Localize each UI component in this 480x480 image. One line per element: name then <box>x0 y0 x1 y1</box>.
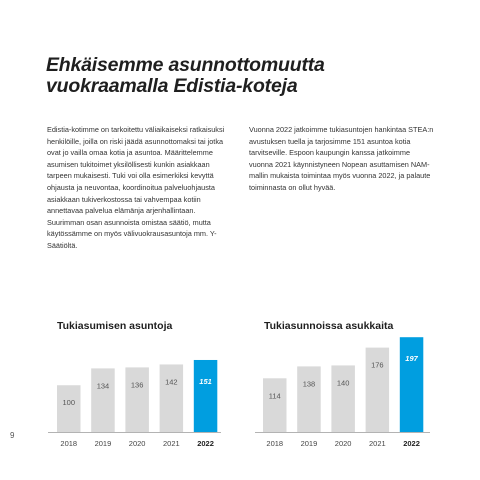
x-tick-label: 2018 <box>60 439 78 448</box>
page-number: 9 <box>10 431 15 440</box>
x-tick-label: 2022 <box>403 439 420 448</box>
x-tick-label: 2021 <box>369 439 386 448</box>
bar <box>297 366 321 432</box>
bar <box>160 364 184 432</box>
bar-value-label: 134 <box>96 381 110 391</box>
title-line-2: vuokraamalla Edistia-koteja <box>46 75 298 97</box>
bar-value-label: 140 <box>336 378 350 388</box>
bar <box>125 367 148 432</box>
bar-value-label: 136 <box>130 380 144 390</box>
bar-value-label: 197 <box>405 354 418 364</box>
bar-value-label: 151 <box>199 376 212 386</box>
chart-title-residents: Tukiasunnoissa asukkaita <box>264 320 394 332</box>
chart-title-housing: Tukiasumisen asuntoja <box>57 320 173 332</box>
bar <box>194 360 218 432</box>
bar <box>263 378 287 432</box>
x-tick-label: 2020 <box>334 439 352 448</box>
bar <box>57 385 81 432</box>
x-tick-label: 2020 <box>128 439 146 448</box>
x-tick-label: 2018 <box>266 439 284 448</box>
bar-value-label: 142 <box>165 377 178 387</box>
body-paragraph-left: Edistia-kotimme on tarkoitettu väliaikaiseksi ratkaisuksi henkilöille, joilla on riski jäädä asunnottomaksi tai jotka ovat jo vailla omaa kotia ja asuntoa. Määrittelemme asumisen tukitoimet yksilöllisesti kunkin asiakkaan tarpeen mukaisesti. Tuki voi olla esimerkiksi kevyttä ohjausta ja neuvontaa, koordinoitua palveluohjausta asiakkaan tukiverkostossa tai vahvempaa kotiin annettavaa palvelua elämänja arjenhallintaan. Suurimman osan asunnoista omistaa säätiö, mutta käytössämme on myös välivuokrausasuntoja mm. Y-Säätiöltä. <box>47 125 225 250</box>
bar-value-label: 114 <box>268 391 281 401</box>
title-line-1: Ehkäisemme asunnottomuutta <box>46 54 325 76</box>
bar <box>91 368 115 432</box>
x-tick-label: 2019 <box>94 439 112 448</box>
bar <box>331 365 355 432</box>
x-tick-label: 2022 <box>197 439 214 448</box>
x-tick-label: 2019 <box>300 439 318 448</box>
body-paragraph-right: Vuonna 2022 jatkoimme tukiasuntojen hankintaa STEA:n avustuksen tuella ja tarjosimme 151 asuntoa kotia tarvitseville. Espoon kaupungin kanssa jatkoimme vuonna 2021 käynnistyneen Nopean asuttamisen NAM-mallin mukaista toimintaa myös vuonna 2022, ja palaute toiminnasta on ollut hyvää. <box>249 125 434 192</box>
bar-value-label: 176 <box>371 360 384 370</box>
bar-value-label: 100 <box>62 398 76 408</box>
x-tick-label: 2021 <box>163 439 180 448</box>
bar <box>400 337 424 432</box>
bar-value-label: 138 <box>302 379 316 389</box>
